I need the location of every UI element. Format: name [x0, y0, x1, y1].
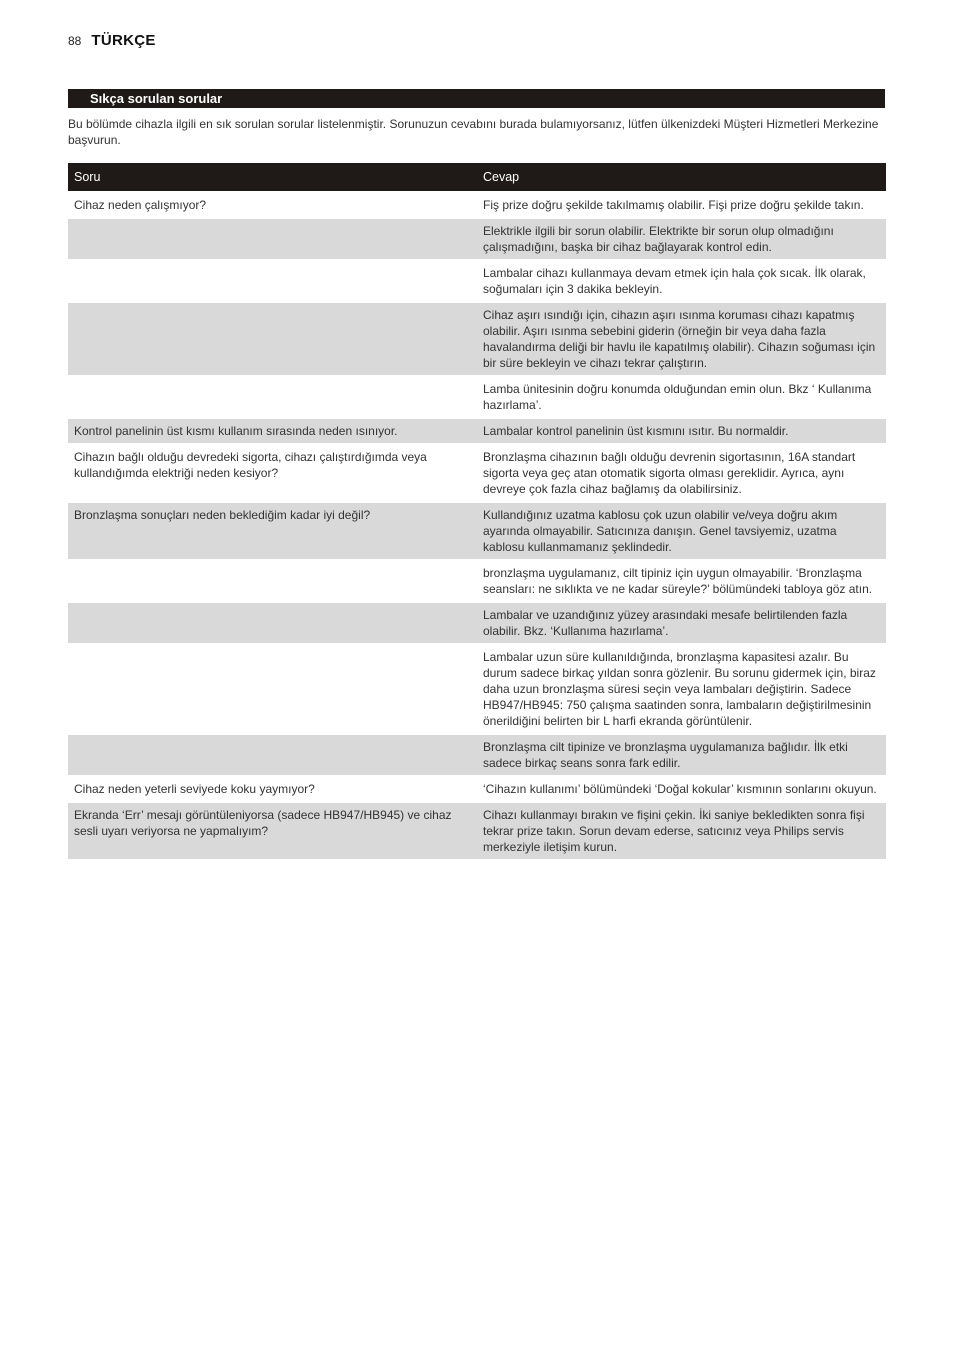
question-cell: Bronzlaşma sonuçları neden beklediğim kadar iyi değil? — [68, 503, 477, 559]
question-cell — [68, 261, 477, 301]
question-cell — [68, 735, 477, 775]
answer-cell: Lambalar ve uzandığınız yüzey arasındaki mesafe belirtilenden fazla olabilir. Bkz. ‘Kullanıma hazırlama’. — [477, 603, 886, 643]
question-cell: Cihazın bağlı olduğu devredeki sigorta, cihazı çalıştırdığımda veya kullandığımda elektriği neden kesiyor? — [68, 445, 477, 501]
faq-header-row — [68, 163, 886, 191]
answer-cell: Lambalar kontrol panelinin üst kısmını ısıtır. Bu normaldir. — [477, 419, 886, 443]
question-cell — [68, 603, 477, 643]
table-row — [68, 219, 886, 259]
table-row — [68, 377, 886, 417]
question-cell — [68, 377, 477, 417]
faq-table — [68, 161, 886, 861]
question-cell: Cihaz neden çalışmıyor? — [68, 193, 477, 217]
table-row — [68, 735, 886, 775]
faq-body — [68, 193, 886, 859]
answer-cell: Fiş prize doğru şekilde takılmamış olabilir. Fişi prize doğru şekilde takın. — [477, 193, 886, 217]
page-header — [68, 32, 156, 49]
table-row — [68, 561, 886, 601]
answer-cell: Bronzlaşma cihazının bağlı olduğu devrenin sigortasının, 16A standart sigorta veya geç atan otomatik sigorta olması gereklidir. Ayrıca, aynı devreye çok fazla cihaz bağlamış da olabilirsiniz. — [477, 445, 886, 501]
intro-paragraph: Bu bölümde cihazla ilgili en sık sorulan sorular listelenmiştir. Sorunuzun cevabını burada bulamıyorsanız, lütfen ülkenizdeki Müşteri Hizmetleri Merkezine başvurun. — [68, 117, 879, 147]
question-cell: Ekranda ‘Err’ mesajı görüntüleniyorsa (sadece HB947/HB945) ve cihaz sesli uyarı veriyorsa ne yapmalıyım? — [68, 803, 477, 859]
table-row — [68, 419, 886, 443]
table-row — [68, 261, 886, 301]
question-cell — [68, 645, 477, 733]
answer-cell: bronzlaşma uygulamanız, cilt tipiniz için uygun olmayabilir. ‘Bronzlaşma seansları: ne sıklıkta ve ne kadar süreyle?’ bölümündeki tabloya göz atın. — [477, 561, 886, 601]
answer-cell: ‘Cihazın kullanımı’ bölümündeki ‘Doğal kokular’ kısmının sonlarını okuyun. — [477, 777, 886, 801]
table-row — [68, 193, 886, 217]
question-cell — [68, 303, 477, 375]
table-row — [68, 777, 886, 801]
table-row — [68, 603, 886, 643]
table-row — [68, 645, 886, 733]
language-title: TÜRKÇE — [91, 32, 156, 49]
table-row — [68, 303, 886, 375]
answer-cell: Lambalar uzun süre kullanıldığında, bronzlaşma kapasitesi azalır. Bu durum sadece birkaç yıldan sonra gözlenir. Bu sorunu gidermek için, biraz daha uzun bronzlaşma süresi seçin veya lambaları değiştirin. Sadece HB947/HB945: 750 çalışma saatinden sonra, lambaların değiştirilmesinin önerildiğini belirten bir L harfi ekranda görüntülenir. — [477, 645, 886, 733]
answer-cell: Cihaz aşırı ısındığı için, cihazın aşırı ısınma koruması cihazı kapatmış olabilir. Aşırı ısınma sebebini giderin (örneğin bir veya daha fazla havalandırma deliği bir havlu ile kapatılmış olabilir). Cihazın soğuması için bir süre bekleyin ve cihazı tekrar çalıştırın. — [477, 303, 886, 375]
table-row — [68, 445, 886, 501]
answer-cell: Lamba ünitesinin doğru konumda olduğundan emin olun. Bkz ‘ Kullanıma hazırlama’. — [477, 377, 886, 417]
question-cell — [68, 219, 477, 259]
section-title: Sıkça sorulan sorular — [68, 89, 885, 108]
answer-cell: Bronzlaşma cilt tipinize ve bronzlaşma uygulamanıza bağlıdır. İlk etki sadece birkaç seans sonra fark edilir. — [477, 735, 886, 775]
page-number: 88 — [68, 34, 82, 48]
question-cell: Kontrol panelinin üst kısmı kullanım sırasında neden ısınıyor. — [68, 419, 477, 443]
question-cell: Cihaz neden yeterli seviyede koku yaymıyor? — [68, 777, 477, 801]
answer-cell: Elektrikle ilgili bir sorun olabilir. Elektrikte bir sorun olup olmadığını çalışmadığını, başka bir cihaz bağlayarak kontrol edin. — [477, 219, 886, 259]
table-row — [68, 503, 886, 559]
column-header-answer: Cevap — [477, 163, 886, 191]
answer-cell: Lambalar cihazı kullanmaya devam etmek için hala çok sıcak. İlk olarak, soğumaları için 3 dakika bekleyin. — [477, 261, 886, 301]
question-cell — [68, 561, 477, 601]
answer-cell: Kullandığınız uzatma kablosu çok uzun olabilir ve/veya doğru akım ayarında olmayabilir. Satıcınıza danışın. Genel tavsiyemiz, uzatma kablosu kullanmamanız şeklindedir. — [477, 503, 886, 559]
table-row — [68, 803, 886, 859]
column-header-question: Soru — [68, 163, 477, 191]
answer-cell: Cihazı kullanmayı bırakın ve fişini çekin. İki saniye bekledikten sonra fişi tekrar prize takın. Sorun devam ederse, satıcınız veya Philips servis merkeziyle iletişim kurun. — [477, 803, 886, 859]
